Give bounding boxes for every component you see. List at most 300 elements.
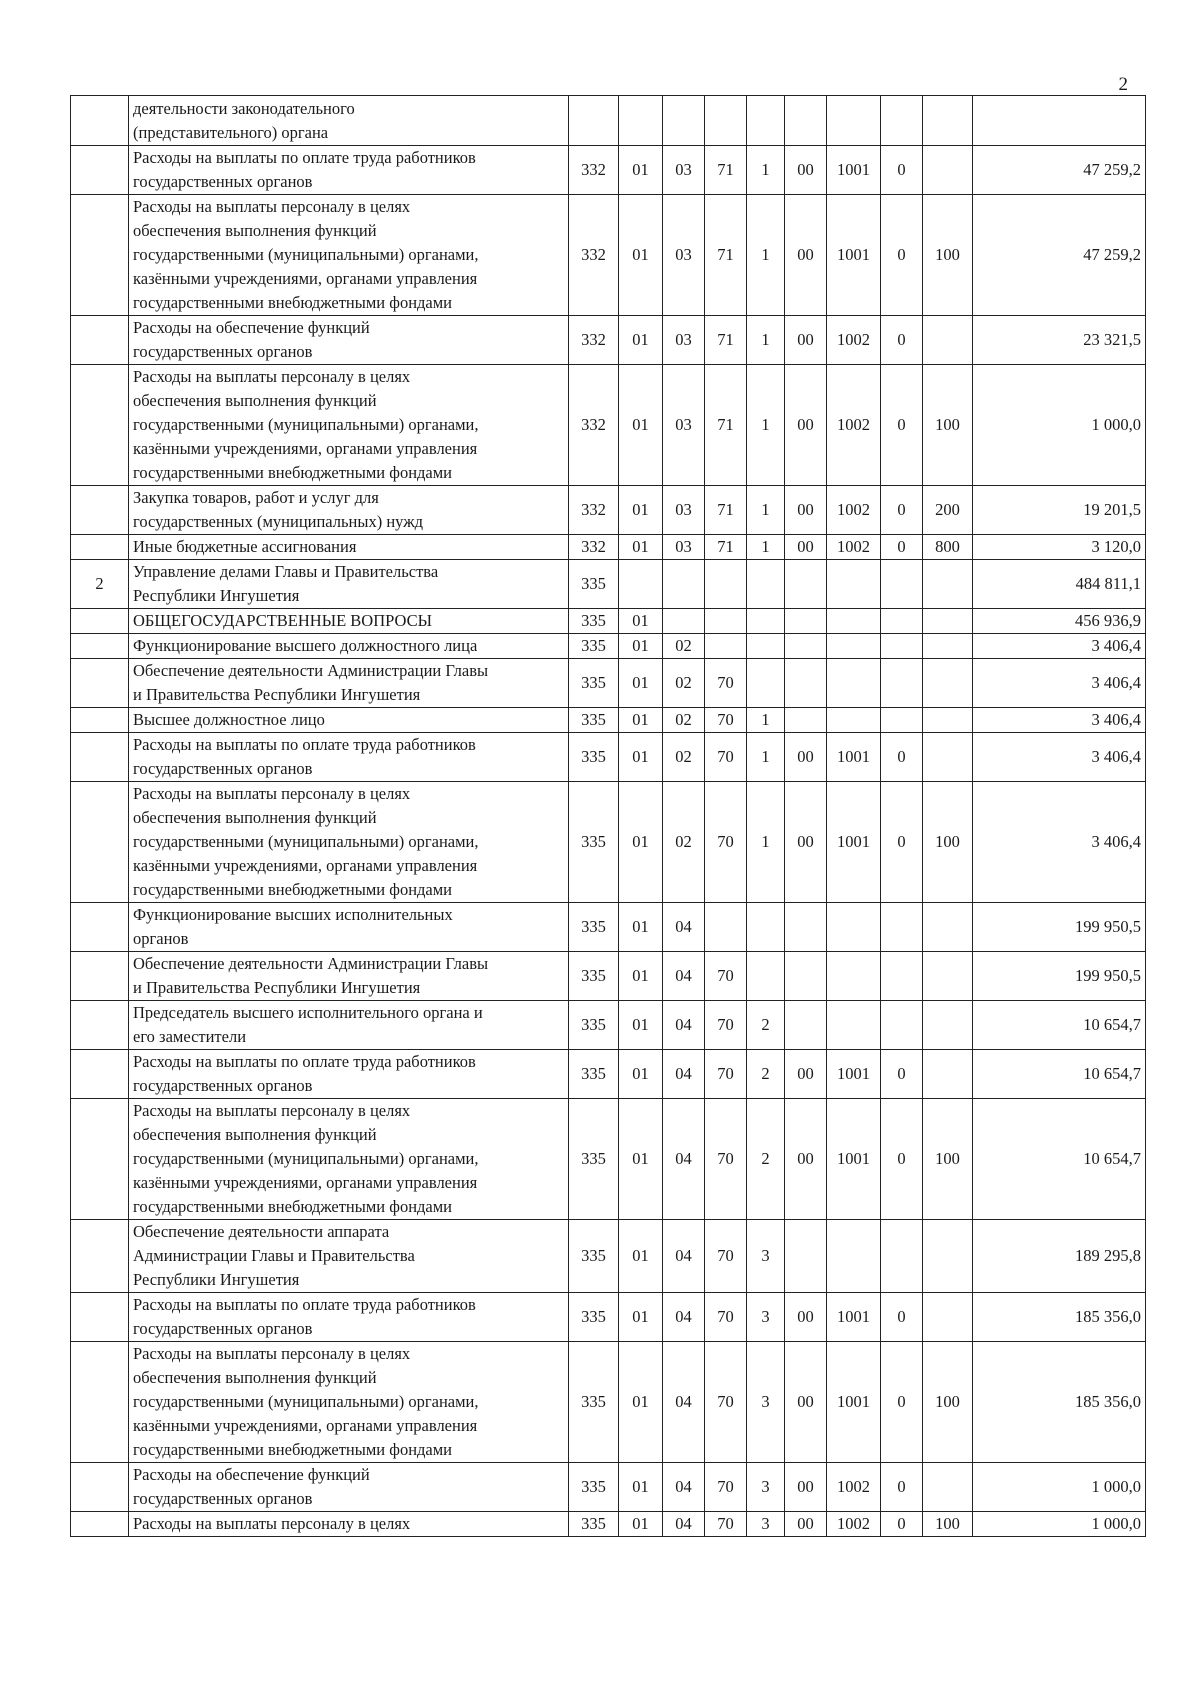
code-cell	[881, 903, 923, 952]
code-cell: 01	[619, 1001, 663, 1050]
row-number-cell	[71, 535, 129, 560]
row-number-cell	[71, 1050, 129, 1099]
table-row	[71, 952, 1146, 1001]
code-cell	[705, 560, 747, 609]
code-cell: 70	[705, 733, 747, 782]
code-cell: 70	[705, 1099, 747, 1220]
code-cell	[785, 96, 827, 146]
code-cell: 100	[923, 365, 973, 486]
code-cell: 1	[747, 782, 785, 903]
code-cell	[923, 903, 973, 952]
code-cell: 100	[923, 1099, 973, 1220]
code-cell: 00	[785, 195, 827, 316]
code-cell: 03	[663, 535, 705, 560]
amount-cell: 23 321,5	[973, 316, 1146, 365]
code-cell	[923, 659, 973, 708]
amount-cell: 189 295,8	[973, 1220, 1146, 1293]
code-cell: 0	[881, 1050, 923, 1099]
code-cell: 02	[663, 708, 705, 733]
code-cell: 01	[619, 146, 663, 195]
code-cell: 71	[705, 195, 747, 316]
description-cell: Расходы на выплаты по оплате труда работников государственных органов	[129, 1050, 569, 1099]
code-cell: 1	[747, 316, 785, 365]
code-cell	[881, 1220, 923, 1293]
code-cell: 70	[705, 708, 747, 733]
code-cell: 335	[569, 1463, 619, 1512]
code-cell: 335	[569, 903, 619, 952]
code-cell	[923, 1293, 973, 1342]
code-cell: 335	[569, 1220, 619, 1293]
code-cell: 04	[663, 1342, 705, 1463]
code-cell: 335	[569, 1050, 619, 1099]
code-cell	[785, 609, 827, 634]
code-cell: 335	[569, 733, 619, 782]
code-cell: 1002	[827, 535, 881, 560]
code-cell	[785, 952, 827, 1001]
code-cell: 01	[619, 365, 663, 486]
amount-cell: 19 201,5	[973, 486, 1146, 535]
row-number-cell	[71, 1099, 129, 1220]
code-cell: 00	[785, 146, 827, 195]
code-cell	[705, 96, 747, 146]
code-cell	[827, 560, 881, 609]
code-cell: 01	[619, 903, 663, 952]
description-cell: Расходы на выплаты по оплате труда работников государственных органов	[129, 1293, 569, 1342]
table-row	[71, 365, 1146, 486]
code-cell: 1001	[827, 782, 881, 903]
code-cell: 1002	[827, 365, 881, 486]
code-cell: 71	[705, 486, 747, 535]
code-cell: 800	[923, 535, 973, 560]
code-cell: 70	[705, 1001, 747, 1050]
code-cell: 1	[747, 195, 785, 316]
code-cell	[881, 659, 923, 708]
code-cell: 332	[569, 486, 619, 535]
row-number-cell	[71, 316, 129, 365]
code-cell	[827, 96, 881, 146]
code-cell: 00	[785, 1050, 827, 1099]
table-row	[71, 1050, 1146, 1099]
row-number-cell: 2	[71, 560, 129, 609]
code-cell	[747, 560, 785, 609]
table-row	[71, 560, 1146, 609]
code-cell: 335	[569, 634, 619, 659]
code-cell: 01	[619, 1220, 663, 1293]
code-cell: 1	[747, 733, 785, 782]
code-cell: 332	[569, 316, 619, 365]
code-cell: 3	[747, 1512, 785, 1537]
code-cell: 04	[663, 1001, 705, 1050]
row-number-cell	[71, 1001, 129, 1050]
code-cell: 01	[619, 733, 663, 782]
amount-cell: 3 120,0	[973, 535, 1146, 560]
code-cell	[785, 1001, 827, 1050]
code-cell: 335	[569, 952, 619, 1001]
code-cell: 335	[569, 1293, 619, 1342]
code-cell	[923, 1220, 973, 1293]
code-cell: 0	[881, 782, 923, 903]
code-cell: 0	[881, 535, 923, 560]
code-cell: 332	[569, 535, 619, 560]
code-cell: 0	[881, 195, 923, 316]
code-cell: 332	[569, 365, 619, 486]
code-cell: 03	[663, 195, 705, 316]
code-cell: 0	[881, 1512, 923, 1537]
row-number-cell	[71, 486, 129, 535]
code-cell: 335	[569, 1342, 619, 1463]
code-cell	[569, 96, 619, 146]
code-cell: 01	[619, 1293, 663, 1342]
row-number-cell	[71, 952, 129, 1001]
table-row	[71, 609, 1146, 634]
code-cell	[827, 903, 881, 952]
code-cell	[827, 659, 881, 708]
code-cell: 3	[747, 1220, 785, 1293]
code-cell: 04	[663, 903, 705, 952]
budget-table	[70, 95, 1146, 1537]
table-row	[71, 1293, 1146, 1342]
code-cell: 02	[663, 782, 705, 903]
row-number-cell	[71, 365, 129, 486]
code-cell	[827, 1220, 881, 1293]
description-cell: Иные бюджетные ассигнования	[129, 535, 569, 560]
code-cell: 1	[747, 365, 785, 486]
code-cell	[785, 903, 827, 952]
code-cell: 03	[663, 486, 705, 535]
code-cell: 335	[569, 560, 619, 609]
description-cell: Расходы на обеспечение функций государственных органов	[129, 1463, 569, 1512]
code-cell: 00	[785, 1342, 827, 1463]
code-cell: 1002	[827, 486, 881, 535]
code-cell: 04	[663, 1050, 705, 1099]
code-cell	[747, 903, 785, 952]
table-row	[71, 486, 1146, 535]
table-body	[71, 96, 1146, 1537]
code-cell	[785, 634, 827, 659]
code-cell	[881, 634, 923, 659]
code-cell	[923, 560, 973, 609]
code-cell: 0	[881, 1342, 923, 1463]
code-cell: 70	[705, 1220, 747, 1293]
code-cell: 03	[663, 146, 705, 195]
description-cell: Расходы на выплаты персоналу в целях обеспечения выполнения функций государственными (муниципальными) органами, казёнными учреждениями, органами управления государственными внебюджетными фондами	[129, 1099, 569, 1220]
code-cell: 01	[619, 1342, 663, 1463]
description-cell: Расходы на выплаты по оплате труда работников государственных органов	[129, 733, 569, 782]
code-cell	[923, 1463, 973, 1512]
table-row	[71, 634, 1146, 659]
code-cell: 01	[619, 1512, 663, 1537]
row-number-cell	[71, 1512, 129, 1537]
code-cell	[881, 609, 923, 634]
code-cell: 03	[663, 365, 705, 486]
code-cell: 3	[747, 1463, 785, 1512]
code-cell: 100	[923, 782, 973, 903]
code-cell: 01	[619, 952, 663, 1001]
code-cell: 100	[923, 1512, 973, 1537]
code-cell: 00	[785, 1293, 827, 1342]
code-cell: 0	[881, 1463, 923, 1512]
code-cell: 332	[569, 146, 619, 195]
code-cell: 3	[747, 1293, 785, 1342]
row-number-cell	[71, 659, 129, 708]
code-cell: 1	[747, 708, 785, 733]
code-cell	[881, 1001, 923, 1050]
code-cell: 04	[663, 1220, 705, 1293]
amount-cell: 10 654,7	[973, 1001, 1146, 1050]
amount-cell: 456 936,9	[973, 609, 1146, 634]
code-cell	[827, 609, 881, 634]
row-number-cell	[71, 1293, 129, 1342]
description-cell: Расходы на выплаты персоналу в целях обеспечения выполнения функций государственными (муниципальными) органами, казёнными учреждениями, органами управления государственными внебюджетными фондами	[129, 195, 569, 316]
table-row	[71, 535, 1146, 560]
code-cell: 00	[785, 365, 827, 486]
code-cell: 01	[619, 634, 663, 659]
code-cell: 335	[569, 1001, 619, 1050]
code-cell: 100	[923, 1342, 973, 1463]
code-cell	[619, 96, 663, 146]
description-cell: Расходы на обеспечение функций государственных органов	[129, 316, 569, 365]
amount-cell: 47 259,2	[973, 146, 1146, 195]
code-cell: 71	[705, 146, 747, 195]
code-cell: 0	[881, 316, 923, 365]
code-cell	[747, 952, 785, 1001]
code-cell: 70	[705, 1293, 747, 1342]
code-cell: 04	[663, 952, 705, 1001]
code-cell: 00	[785, 1099, 827, 1220]
code-cell: 70	[705, 1342, 747, 1463]
code-cell: 332	[569, 195, 619, 316]
code-cell	[923, 609, 973, 634]
description-cell: Расходы на выплаты персоналу в целях	[129, 1512, 569, 1537]
code-cell	[619, 560, 663, 609]
amount-cell: 1 000,0	[973, 365, 1146, 486]
code-cell: 1001	[827, 146, 881, 195]
code-cell	[705, 634, 747, 659]
code-cell: 03	[663, 316, 705, 365]
description-cell: ОБЩЕГОСУДАРСТВЕННЫЕ ВОПРОСЫ	[129, 609, 569, 634]
amount-cell: 199 950,5	[973, 903, 1146, 952]
table-row	[71, 1512, 1146, 1537]
description-cell: Закупка товаров, работ и услуг для государственных (муниципальных) нужд	[129, 486, 569, 535]
amount-cell: 10 654,7	[973, 1050, 1146, 1099]
code-cell	[881, 952, 923, 1001]
code-cell: 01	[619, 1099, 663, 1220]
code-cell	[923, 952, 973, 1001]
code-cell: 70	[705, 952, 747, 1001]
code-cell	[923, 634, 973, 659]
amount-cell: 3 406,4	[973, 708, 1146, 733]
code-cell: 1001	[827, 1050, 881, 1099]
code-cell: 70	[705, 659, 747, 708]
code-cell: 71	[705, 316, 747, 365]
code-cell	[747, 96, 785, 146]
code-cell: 01	[619, 316, 663, 365]
page-number: 2	[1118, 74, 1128, 95]
code-cell: 71	[705, 365, 747, 486]
code-cell	[827, 708, 881, 733]
code-cell: 1001	[827, 733, 881, 782]
code-cell: 01	[619, 195, 663, 316]
code-cell	[827, 1001, 881, 1050]
code-cell: 1001	[827, 1293, 881, 1342]
code-cell	[663, 560, 705, 609]
description-cell: Расходы на выплаты персоналу в целях обеспечения выполнения функций государственными (муниципальными) органами, казёнными учреждениями, органами управления государственными внебюджетными фондами	[129, 1342, 569, 1463]
code-cell: 04	[663, 1293, 705, 1342]
code-cell	[785, 1220, 827, 1293]
table-row	[71, 146, 1146, 195]
description-cell: Функционирование высших исполнительных органов	[129, 903, 569, 952]
table-row	[71, 1463, 1146, 1512]
code-cell	[747, 609, 785, 634]
code-cell	[663, 609, 705, 634]
table-row	[71, 316, 1146, 365]
amount-cell	[973, 96, 1146, 146]
description-cell: Функционирование высшего должностного лица	[129, 634, 569, 659]
code-cell: 0	[881, 365, 923, 486]
code-cell: 1002	[827, 1463, 881, 1512]
amount-cell: 484 811,1	[973, 560, 1146, 609]
code-cell	[923, 1001, 973, 1050]
code-cell: 00	[785, 1463, 827, 1512]
table-row	[71, 1001, 1146, 1050]
amount-cell: 47 259,2	[973, 195, 1146, 316]
code-cell: 3	[747, 1342, 785, 1463]
code-cell	[705, 609, 747, 634]
code-cell: 70	[705, 782, 747, 903]
code-cell	[827, 634, 881, 659]
table-row	[71, 659, 1146, 708]
code-cell	[881, 708, 923, 733]
code-cell	[705, 903, 747, 952]
code-cell	[923, 146, 973, 195]
code-cell: 335	[569, 1512, 619, 1537]
code-cell: 00	[785, 316, 827, 365]
description-cell: Обеспечение деятельности аппарата Администрации Главы и Правительства Республики Ингушетия	[129, 1220, 569, 1293]
table-row	[71, 1099, 1146, 1220]
code-cell: 335	[569, 659, 619, 708]
description-cell: Обеспечение деятельности Администрации Главы и Правительства Республики Ингушетия	[129, 659, 569, 708]
code-cell	[881, 560, 923, 609]
code-cell: 00	[785, 782, 827, 903]
code-cell: 01	[619, 535, 663, 560]
description-cell: деятельности законодательного (представительного) органа	[129, 96, 569, 146]
code-cell: 04	[663, 1463, 705, 1512]
code-cell	[923, 96, 973, 146]
description-cell: Расходы на выплаты персоналу в целях обеспечения выполнения функций государственными (муниципальными) органами, казёнными учреждениями, органами управления государственными внебюджетными фондами	[129, 365, 569, 486]
code-cell: 01	[619, 1463, 663, 1512]
amount-cell: 199 950,5	[973, 952, 1146, 1001]
row-number-cell	[71, 96, 129, 146]
row-number-cell	[71, 146, 129, 195]
code-cell: 2	[747, 1099, 785, 1220]
table-row	[71, 195, 1146, 316]
code-cell: 02	[663, 634, 705, 659]
code-cell	[881, 96, 923, 146]
code-cell: 04	[663, 1512, 705, 1537]
code-cell: 1001	[827, 1099, 881, 1220]
table-row	[71, 708, 1146, 733]
code-cell: 70	[705, 1050, 747, 1099]
amount-cell: 3 406,4	[973, 659, 1146, 708]
code-cell	[923, 316, 973, 365]
code-cell: 01	[619, 486, 663, 535]
description-cell: Обеспечение деятельности Администрации Главы и Правительства Республики Ингушетия	[129, 952, 569, 1001]
code-cell: 04	[663, 1099, 705, 1220]
code-cell: 1	[747, 146, 785, 195]
amount-cell: 1 000,0	[973, 1512, 1146, 1537]
row-number-cell	[71, 708, 129, 733]
code-cell: 01	[619, 659, 663, 708]
code-cell: 00	[785, 1512, 827, 1537]
code-cell: 01	[619, 609, 663, 634]
description-cell: Высшее должностное лицо	[129, 708, 569, 733]
code-cell: 0	[881, 486, 923, 535]
code-cell: 70	[705, 1512, 747, 1537]
row-number-cell	[71, 634, 129, 659]
code-cell	[785, 560, 827, 609]
amount-cell: 185 356,0	[973, 1293, 1146, 1342]
code-cell: 0	[881, 146, 923, 195]
table-row	[71, 903, 1146, 952]
code-cell: 00	[785, 535, 827, 560]
amount-cell: 1 000,0	[973, 1463, 1146, 1512]
code-cell: 200	[923, 486, 973, 535]
code-cell: 1	[747, 486, 785, 535]
table-row	[71, 782, 1146, 903]
description-cell: Расходы на выплаты персоналу в целях обеспечения выполнения функций государственными (муниципальными) органами, казёнными учреждениями, органами управления государственными внебюджетными фондами	[129, 782, 569, 903]
row-number-cell	[71, 782, 129, 903]
code-cell: 1002	[827, 316, 881, 365]
code-cell: 2	[747, 1050, 785, 1099]
code-cell	[785, 708, 827, 733]
amount-cell: 10 654,7	[973, 1099, 1146, 1220]
table-row	[71, 96, 1146, 146]
code-cell: 1001	[827, 195, 881, 316]
code-cell: 71	[705, 535, 747, 560]
code-cell: 335	[569, 782, 619, 903]
code-cell: 0	[881, 733, 923, 782]
row-number-cell	[71, 1220, 129, 1293]
table-row	[71, 1220, 1146, 1293]
description-cell: Управление делами Главы и Правительства Республики Ингушетия	[129, 560, 569, 609]
amount-cell: 3 406,4	[973, 782, 1146, 903]
code-cell: 02	[663, 659, 705, 708]
code-cell	[663, 96, 705, 146]
code-cell: 335	[569, 1099, 619, 1220]
code-cell: 335	[569, 708, 619, 733]
code-cell	[923, 708, 973, 733]
code-cell: 01	[619, 782, 663, 903]
code-cell: 335	[569, 609, 619, 634]
code-cell: 00	[785, 733, 827, 782]
code-cell	[747, 634, 785, 659]
code-cell: 70	[705, 1463, 747, 1512]
code-cell: 2	[747, 1001, 785, 1050]
code-cell: 02	[663, 733, 705, 782]
code-cell	[785, 659, 827, 708]
row-number-cell	[71, 609, 129, 634]
description-cell: Председатель высшего исполнительного органа и его заместители	[129, 1001, 569, 1050]
amount-cell: 185 356,0	[973, 1342, 1146, 1463]
code-cell: 01	[619, 708, 663, 733]
code-cell: 1002	[827, 1512, 881, 1537]
code-cell: 0	[881, 1293, 923, 1342]
table-row	[71, 1342, 1146, 1463]
amount-cell: 3 406,4	[973, 634, 1146, 659]
code-cell: 1001	[827, 1342, 881, 1463]
description-cell: Расходы на выплаты по оплате труда работников государственных органов	[129, 146, 569, 195]
code-cell	[827, 952, 881, 1001]
